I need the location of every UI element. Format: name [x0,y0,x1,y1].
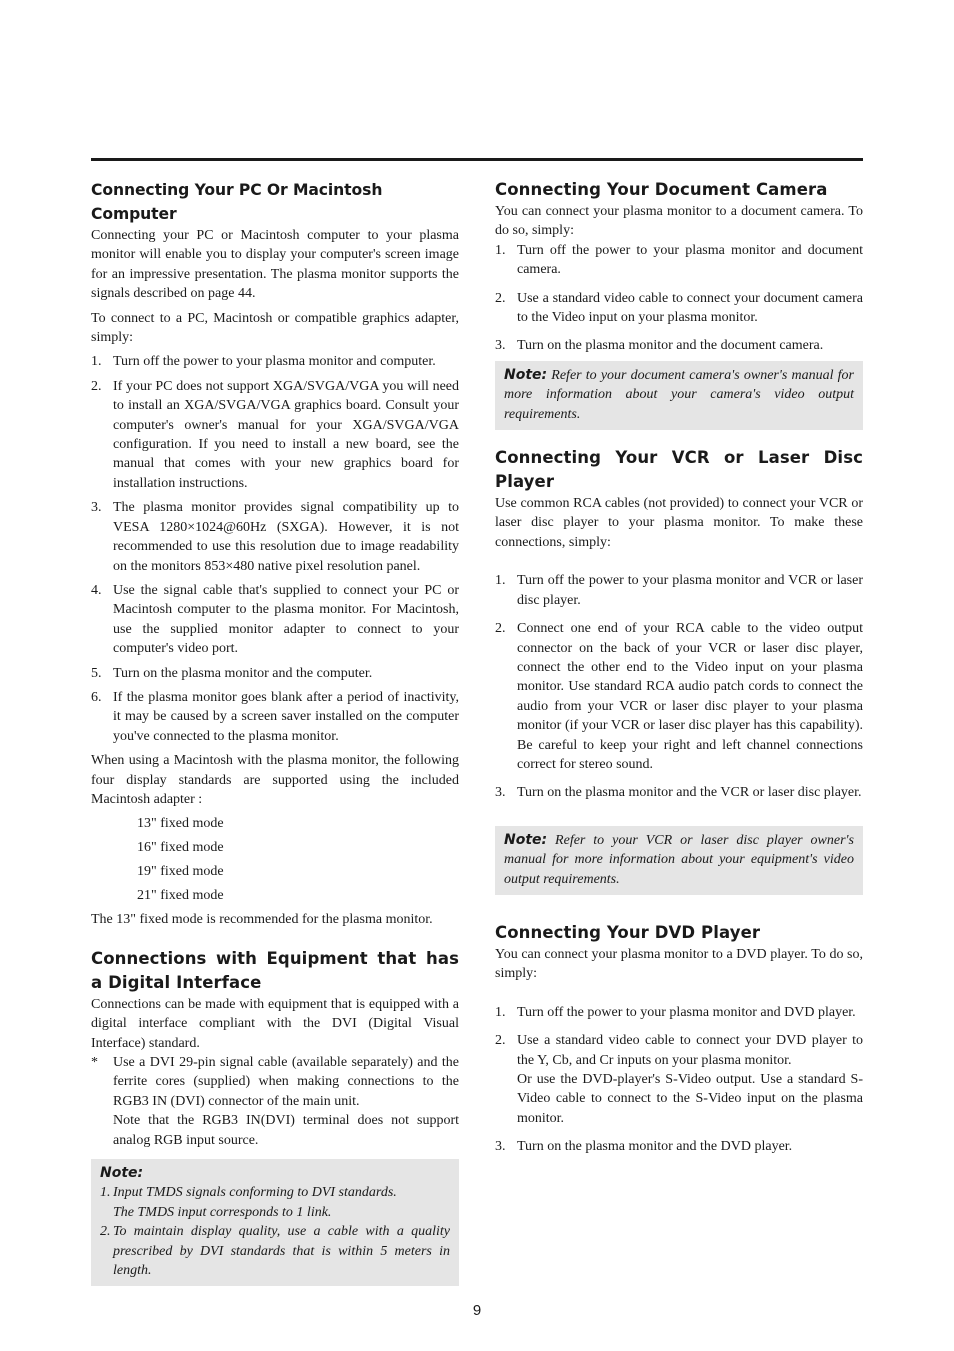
dvd-intro: You can connect your plasma monitor to a DVD player. To do so, simply: [495,946,863,982]
list-item: 1. Turn off the power to your plasma monitor and DVD player. [495,1004,856,1020]
list-item: 2. Connect one end of your RCA cable to the video output connector on the back of your VCR or laser disc player, connect the other end to the Video input on your plasma monitor. Use standard RCA audio patch cords to connect the audio from your VCR or laser disc player to your plasma monitor (if your VCR or laser disc player has this capability). Be careful to keep your right and left channel connections correct for stereo sound. [495,621,863,772]
recommend-text: The 13" fixed mode is recommended for the plasma monitor. [91,912,433,928]
pc-steps [91,352,459,746]
note-text: Refer to your VCR or laser disc player owner's manual for more information about your equipment's video output requirements. [504,832,854,887]
list-item: 3. Turn on the plasma monitor and the document camera. [495,338,824,354]
page-number: 9 [472,1302,482,1319]
list-item: 1. Turn off the power to your plasma monitor and document camera. [495,242,863,278]
left-column [91,178,459,1286]
note-list [100,1183,450,1280]
list-item: 4. Use the signal cable that's supplied to connect your PC or Macintosh computer to the plasma monitor. For Macintosh, use the supplied monitor adapter to connect to your computer's video port. [91,582,459,657]
list-item: 1. Turn off the power to your plasma monitor and VCR or laser disc player. [495,573,863,608]
list-item: 3. Turn on the plasma monitor and the DVD player. [495,1139,793,1155]
camera-note [495,361,863,430]
dvd-section-title: Connecting Your DVD Player [495,922,761,942]
mode-item: 19" fixed mode [137,864,224,880]
mode-item: 13" fixed mode [137,816,224,832]
digital-intro: Connections can be made with equipment that is equipped with a digital interface compliant with the DVI (Digital Visual Interface) standard. [91,996,459,1051]
list-item: 5. Turn on the plasma monitor and the computer. [91,665,373,681]
note-label: Note: [100,1165,144,1182]
pc-intro2: To connect to a PC, Macintosh or compatible graphics adapter, simply: [91,310,459,346]
vcr-note [495,826,863,895]
digital-section-title: Connections with Equipment that has a Digital Interface [91,948,459,992]
digital-bullet: * Use a DVI 29-pin signal cable (available separately) and the ferrite cores (supplied) when making connections to the RGB3 IN (DVI) connector of the main unit. Note that the RGB3 IN(DVI) terminal does not support analog RGB input source. [91,1055,459,1148]
camera-intro: You can connect your plasma monitor to a document camera. To do so, simply: [495,204,863,239]
list-item: 1. Input TMDS signals conforming to DVI standards. The TMDS input corresponds to 1 link. [100,1185,397,1220]
list-item: 3. Turn on the plasma monitor and the VCR or laser disc player. [495,785,862,801]
vcr-intro: Use common RCA cables (not provided) to connect your VCR or laser disc player to your plasma monitor. To make these connections, simply: [495,496,863,550]
list-item: 2. Use a standard video cable to connect your document camera to the Video input on your plasma monitor. [495,290,863,326]
note-label: Note: [504,831,548,848]
mac-modes-list [137,814,459,905]
vcr-section-title: Connecting Your VCR or Laser Disc Player [495,448,863,492]
mac-text: When using a Macintosh with the plasma monitor, the following four display standards are supported using the included Macintosh adapter : [91,753,459,807]
list-item: 3. The plasma monitor provides signal compatibility up to VESA 1280×1024@60Hz (SXGA). However, it is not recommended to use this resolution due to image readability on the monitors 853×480 native pixel resolution panel. [91,500,459,574]
right-column [495,178,863,1157]
list-item: 2. If your PC does not support XGA/SVGA/VGA you will need to install an XGA/SVGA/VGA graphics board. Consult your computer's owner's manual for your XGA/SVGA/VGA configuration. If you need to install a new board, see the manual that comes with your new graphics board for installation instructions. [91,378,459,491]
list-item: 2. Use a standard video cable to connect your DVD player to the Y, Cb, and Cr inputs on your plasma monitor. Or use the DVD-player's S-Video output. Use a standard S-Video cable to connect to the S-Video input on the plasma monitor. [495,1033,863,1126]
camera-section-title: Connecting Your Document Camera [495,180,828,199]
pc-intro: Connecting your PC or Macintosh computer to your plasma monitor will enable you to display your computer's screen image for an impressive presentation. The plasma monitor supports the signals described on page 44. [91,228,459,302]
list-item: 6. If the plasma monitor goes blank after a period of inactivity, it may be caused by a screen saver installed on the computer you've connected to the plasma monitor. [91,689,459,744]
camera-steps [495,241,863,356]
vcr-steps [495,571,863,802]
mode-item: 21" fixed mode [137,888,224,904]
list-item: 1. Turn off the power to your plasma monitor and computer. [91,354,436,370]
note-label: Note: [504,366,548,383]
note-text: Refer to your document camera's owner's manual for more information about your camera's video output requirements. [504,367,854,422]
pc-section-title: Connecting Your PC Or Macintosh Computer [91,181,383,223]
dvd-steps [495,1003,863,1157]
top-rule [91,158,863,161]
list-item: 2. To maintain display quality, use a cable with a quality prescribed by DVI standards that is within 5 meters in length. [100,1224,450,1279]
digital-note [91,1159,459,1286]
mode-item: 16" fixed mode [137,840,224,856]
